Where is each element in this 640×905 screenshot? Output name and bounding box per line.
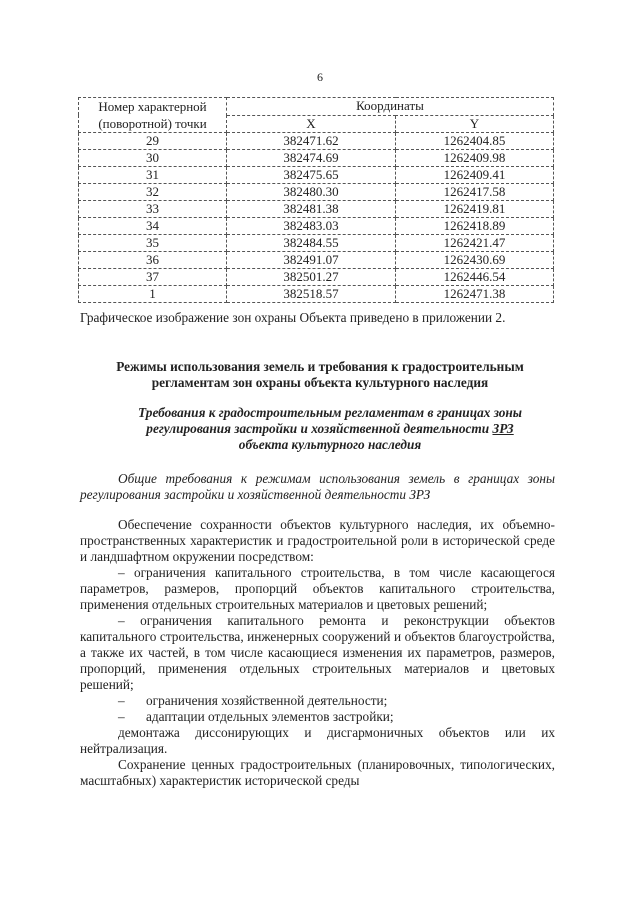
graphic-note: Графическое изображение зон охраны Объекта приведено в приложении 2. bbox=[80, 310, 506, 325]
section-heading: Режимы использования земель и требования к градостроительным регламентам зон охраны объекта культурного наследия bbox=[116, 359, 524, 390]
table-row bbox=[79, 286, 554, 303]
cell-x: 382501.27 bbox=[227, 269, 396, 286]
cell-y: 1262430.69 bbox=[396, 252, 554, 269]
table-row bbox=[79, 150, 554, 167]
cell-y: 1262418.89 bbox=[396, 218, 554, 235]
list-dash: – bbox=[118, 693, 125, 708]
cell-n: 37 bbox=[79, 269, 227, 286]
cell-y: 1262409.98 bbox=[396, 150, 554, 167]
cell-x: 382471.62 bbox=[227, 133, 396, 150]
list-item: – ограничения капитального ремонта и реконструкции объектов капитального строительства, инженерных сооружений и объектов благоустройства, а также их частей, в том числе касающиеся изменения их параметров, размеров, пропорций, применения отдельных строительных материалов и цветовых решений; bbox=[80, 613, 555, 692]
cell-y: 1262419.81 bbox=[396, 201, 554, 218]
header-x: X bbox=[227, 115, 396, 133]
cell-n: 36 bbox=[79, 252, 227, 269]
header-y: Y bbox=[396, 115, 554, 133]
table-row bbox=[79, 133, 554, 150]
cell-x: 382480.30 bbox=[227, 184, 396, 201]
cell-n: 30 bbox=[79, 150, 227, 167]
cell-x: 382491.07 bbox=[227, 252, 396, 269]
body-text bbox=[80, 517, 555, 789]
cell-y: 1262417.58 bbox=[396, 184, 554, 201]
cell-y: 1262404.85 bbox=[396, 133, 554, 150]
list-item: демонтажа диссонирующих и дисгармоничных объектов или их нейтрализация. bbox=[80, 725, 555, 756]
intro-paragraph: Обеспечение сохранности объектов культурного наследия, их объемно-пространственных характеристик и градостроительной роли в исторической среде и ландшафтном окружении посредством: bbox=[80, 517, 555, 564]
header-point-number: Номер характерной (поворотной) точки bbox=[79, 98, 227, 133]
table-row bbox=[79, 184, 554, 201]
cell-y: 1262421.47 bbox=[396, 235, 554, 252]
table-row bbox=[79, 235, 554, 252]
cell-n: 35 bbox=[79, 235, 227, 252]
cell-n: 34 bbox=[79, 218, 227, 235]
cell-n: 33 bbox=[79, 201, 227, 218]
subsection-heading-text: Требования к градостроительным регламентам в границах зоны регулирования застройки и хозяйственной деятельности bbox=[138, 405, 522, 436]
cell-x: 382475.65 bbox=[227, 167, 396, 184]
cell-x: 382474.69 bbox=[227, 150, 396, 167]
header-coordinates: Координаты bbox=[227, 98, 554, 116]
table-row bbox=[79, 269, 554, 286]
list-item: – ограничения капитального строительства, в том числе касающегося параметров, размеров, пропорций объектов капитального строительства, применения отдельных строительных материалов и цветовых решений; bbox=[80, 565, 555, 612]
cell-x: 382484.55 bbox=[227, 235, 396, 252]
cell-n: 31 bbox=[79, 167, 227, 184]
cell-x: 382518.57 bbox=[227, 286, 396, 303]
table-row bbox=[79, 252, 554, 269]
cell-y: 1262471.38 bbox=[396, 286, 554, 303]
cell-y: 1262409.41 bbox=[396, 167, 554, 184]
list-dash: – bbox=[118, 709, 125, 724]
cell-n: 29 bbox=[79, 133, 227, 150]
cell-n: 1 bbox=[79, 286, 227, 303]
coordinates-table bbox=[78, 97, 554, 303]
subsection-heading-tail: объекта культурного наследия bbox=[238, 437, 422, 452]
list-item: – ограничения хозяйственной деятельности; bbox=[80, 693, 555, 709]
general-requirements: Общие требования к режимам использования земель в границах зоны регулирования застройки и хозяйственной деятельности ЗРЗ bbox=[80, 471, 555, 502]
table-row bbox=[79, 201, 554, 218]
page-number: 6 bbox=[317, 70, 323, 84]
subsection-heading bbox=[130, 405, 530, 453]
cell-y: 1262446.54 bbox=[396, 269, 554, 286]
cell-n: 32 bbox=[79, 184, 227, 201]
table-row bbox=[79, 167, 554, 184]
cell-x: 382481.38 bbox=[227, 201, 396, 218]
zone-code: ЗРЗ bbox=[492, 421, 514, 436]
table-row bbox=[79, 218, 554, 235]
list-item: – адаптации отдельных элементов застройки; bbox=[80, 709, 555, 725]
cell-x: 382483.03 bbox=[227, 218, 396, 235]
final-paragraph: Сохранение ценных градостроительных (планировочных, типологических, масштабных) характеристик исторической среды bbox=[80, 757, 555, 788]
